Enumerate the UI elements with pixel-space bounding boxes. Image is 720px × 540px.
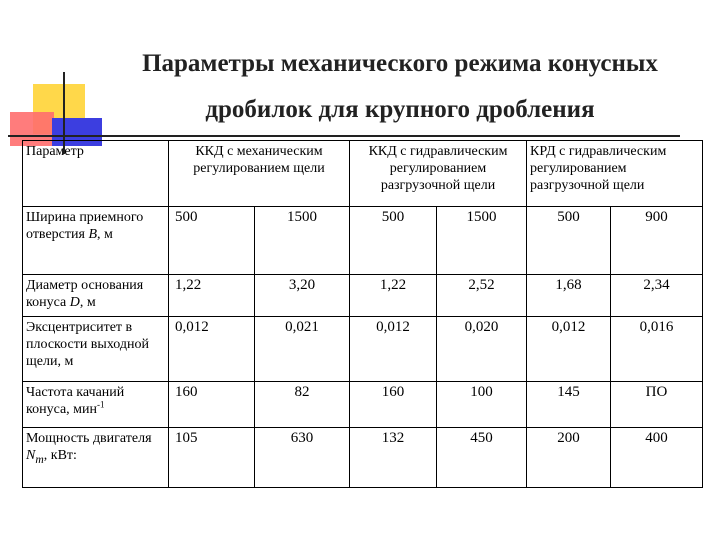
table-row	[23, 428, 703, 488]
table-cell: 145	[527, 382, 611, 428]
table-cell: 400	[611, 428, 703, 488]
row-label: Диаметр основания конуса D, м	[23, 275, 169, 317]
slide-title-line1: Параметры механического режима конусных	[142, 50, 658, 77]
table-cell: 105	[169, 428, 255, 488]
table-cell: 2,34	[611, 275, 703, 317]
header-kkd-mechanical: ККД с механическим регулированием щели	[169, 141, 350, 207]
table-row	[23, 317, 703, 382]
table-cell: 500	[527, 207, 611, 275]
table-cell: 500	[169, 207, 255, 275]
table-cell: 100	[437, 382, 527, 428]
table-cell: ПО	[611, 382, 703, 428]
table-row	[23, 382, 703, 428]
table-cell: 200	[527, 428, 611, 488]
table-cell: 500	[350, 207, 437, 275]
table-cell: 0,012	[527, 317, 611, 382]
table-header-row	[23, 141, 703, 207]
table-cell: 0,020	[437, 317, 527, 382]
table-cell: 1500	[255, 207, 350, 275]
table-cell: 0,021	[255, 317, 350, 382]
table-cell: 2,52	[437, 275, 527, 317]
table-cell: 1,68	[527, 275, 611, 317]
table-cell: 1500	[437, 207, 527, 275]
table-cell: 3,20	[255, 275, 350, 317]
table-cell: 0,012	[169, 317, 255, 382]
parameters-table	[22, 140, 703, 488]
table-row	[23, 275, 703, 317]
table-cell: 160	[169, 382, 255, 428]
table-cell: 82	[255, 382, 350, 428]
row-label: Мощность двигателя $N_m$, кВт:	[23, 428, 169, 488]
header-kkd-hydraulic: ККД с гидравлическим регулированием разгрузочной щели	[350, 141, 527, 207]
table-cell: 630	[255, 428, 350, 488]
table-cell: 1,22	[350, 275, 437, 317]
header-parameter: Параметр	[23, 141, 169, 207]
header-krd-hydraulic: КРД с гидравлическим регулированием разгрузочной щели	[527, 141, 703, 207]
table-cell: 160	[350, 382, 437, 428]
row-label: Эксцентриситет в плоскости выходной щели, м	[23, 317, 169, 382]
slide-title-line2: дробилок для крупного дробления	[205, 96, 595, 123]
table-cell: 132	[350, 428, 437, 488]
row-label: Ширина приемного отверстия B, м	[23, 207, 169, 275]
table-cell: 0,016	[611, 317, 703, 382]
table-row	[23, 207, 703, 275]
table-cell: 1,22	[169, 275, 255, 317]
decor-horizontal-line	[8, 135, 680, 137]
table-cell: 0,012	[350, 317, 437, 382]
table-cell: 450	[437, 428, 527, 488]
table-cell: 900	[611, 207, 703, 275]
row-label: Частота качаний конуса, мин$^{-1}$	[23, 382, 169, 428]
